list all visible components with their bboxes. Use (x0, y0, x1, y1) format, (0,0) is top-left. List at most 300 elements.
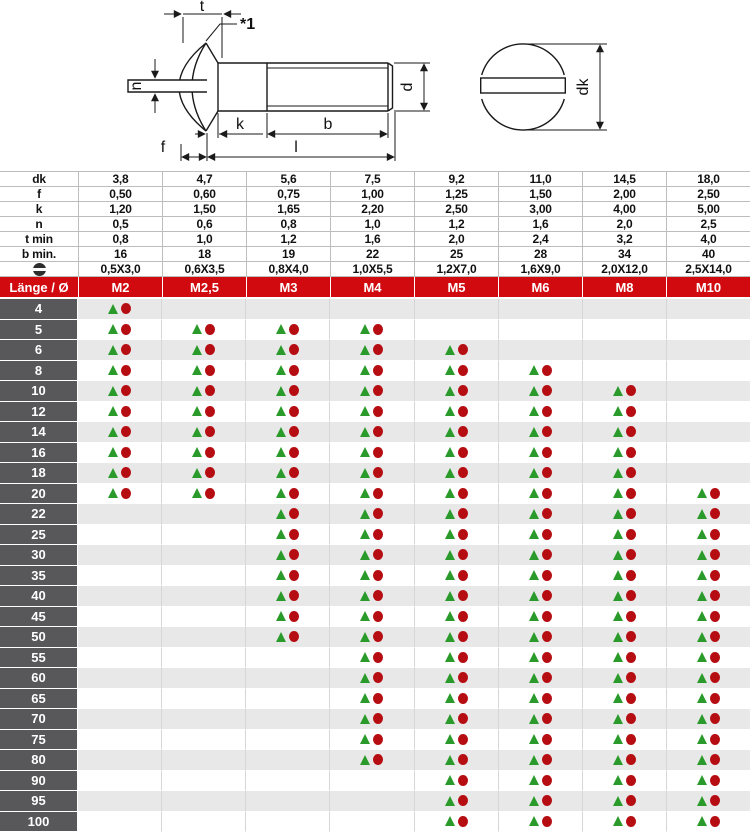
table-row (0, 607, 750, 628)
availability-cell (245, 525, 329, 546)
spec-row-label (0, 262, 78, 276)
availability-triangle-icon (360, 468, 370, 478)
availability-cell (666, 607, 750, 628)
availability-triangle-icon (445, 693, 455, 703)
spec-value: 0,8X4,0 (246, 262, 330, 276)
spec-value: 1,20 (78, 202, 162, 216)
spec-row-label: k (35, 202, 43, 216)
availability-triangle-icon (697, 509, 707, 519)
spec-value: 2,50 (666, 187, 750, 201)
availability-circle-icon (458, 426, 468, 437)
table-row (0, 525, 750, 546)
availability-cell (582, 484, 666, 505)
spec-value: 4,0 (666, 232, 750, 246)
availability-triangle-icon (613, 406, 623, 416)
availability-cell (329, 381, 413, 402)
availability-cell (161, 525, 245, 546)
spec-value: 0,6 (162, 217, 246, 231)
availability-cell (414, 648, 498, 669)
availability-cell (666, 709, 750, 730)
length-cell: 55 (0, 648, 78, 669)
availability-cell (78, 607, 161, 628)
availability-circle-icon (626, 549, 636, 560)
availability-cell (161, 586, 245, 607)
availability-cell (582, 627, 666, 648)
availability-triangle-icon (192, 386, 202, 396)
availability-circle-icon (626, 570, 636, 581)
length-cell: 100 (0, 812, 78, 832)
availability-cell (582, 750, 666, 771)
availability-circle-icon (121, 344, 131, 355)
availability-cell (666, 689, 750, 710)
table-row (0, 402, 750, 423)
availability-circle-icon (626, 590, 636, 601)
dim-label-k: k (236, 116, 244, 133)
availability-cell (78, 648, 161, 669)
spec-value: 28 (498, 247, 582, 261)
dim-label-dk: dk (575, 78, 592, 96)
availability-cell (245, 320, 329, 341)
availability-circle-icon (373, 508, 383, 519)
table-row (0, 422, 750, 443)
availability-triangle-icon (445, 529, 455, 539)
availability-cell (498, 340, 582, 361)
availability-triangle-icon (445, 775, 455, 785)
availability-cell (78, 422, 161, 443)
length-cell: 4 (0, 299, 78, 320)
spec-value: 0,8 (246, 217, 330, 231)
availability-cell (498, 791, 582, 812)
availability-cell (666, 750, 750, 771)
availability-circle-icon (205, 324, 215, 335)
availability-cell (498, 627, 582, 648)
availability-circle-icon (458, 816, 468, 827)
availability-triangle-icon (360, 673, 370, 683)
availability-triangle-icon (360, 693, 370, 703)
availability-cell (582, 668, 666, 689)
spec-value: 1,6X9,0 (498, 262, 582, 276)
availability-cell (78, 443, 161, 464)
availability-triangle-icon (108, 365, 118, 375)
availability-cell (78, 709, 161, 730)
availability-triangle-icon (613, 427, 623, 437)
corner-header-cell: Länge / Ø (0, 277, 78, 299)
availability-circle-icon (626, 406, 636, 417)
availability-circle-icon (373, 447, 383, 458)
availability-cell (414, 299, 498, 320)
availability-triangle-icon (529, 550, 539, 560)
table-row (0, 320, 750, 341)
availability-cell (582, 340, 666, 361)
availability-circle-icon (458, 406, 468, 417)
availability-circle-icon (458, 795, 468, 806)
availability-circle-icon (373, 652, 383, 663)
availability-triangle-icon (276, 345, 286, 355)
availability-triangle-icon (613, 509, 623, 519)
availability-triangle-icon (445, 468, 455, 478)
table-row (0, 648, 750, 669)
length-cell: 50 (0, 627, 78, 648)
availability-cell (582, 812, 666, 832)
spec-value: 2,20 (330, 202, 414, 216)
availability-circle-icon (289, 426, 299, 437)
availability-triangle-icon (529, 632, 539, 642)
availability-cell (245, 771, 329, 792)
availability-triangle-icon (445, 488, 455, 498)
availability-circle-icon (710, 611, 720, 622)
availability-triangle-icon (445, 570, 455, 580)
spec-value: 1,25 (414, 187, 498, 201)
availability-circle-icon (289, 508, 299, 519)
availability-circle-icon (542, 385, 552, 396)
availability-circle-icon (373, 324, 383, 335)
availability-triangle-icon (529, 816, 539, 826)
availability-cell (666, 812, 750, 832)
availability-circle-icon (542, 447, 552, 458)
availability-circle-icon (121, 426, 131, 437)
availability-circle-icon (373, 713, 383, 724)
availability-cell (78, 320, 161, 341)
availability-triangle-icon (276, 529, 286, 539)
availability-triangle-icon (529, 509, 539, 519)
availability-cell (329, 812, 413, 832)
availability-cell (161, 668, 245, 689)
availability-circle-icon (710, 672, 720, 683)
availability-triangle-icon (697, 714, 707, 724)
length-cell: 18 (0, 463, 78, 484)
availability-cell (78, 381, 161, 402)
availability-triangle-icon (360, 324, 370, 334)
availability-cell (78, 730, 161, 751)
availability-cell (329, 586, 413, 607)
availability-cell (78, 750, 161, 771)
availability-cell (329, 668, 413, 689)
availability-circle-icon (205, 365, 215, 376)
availability-triangle-icon (445, 796, 455, 806)
availability-cell (666, 484, 750, 505)
availability-cell (161, 812, 245, 832)
availability-circle-icon (289, 570, 299, 581)
availability-circle-icon (458, 590, 468, 601)
spec-value: 1,6 (498, 217, 582, 231)
availability-triangle-icon (529, 529, 539, 539)
availability-circle-icon (289, 611, 299, 622)
length-cell: 30 (0, 545, 78, 566)
availability-circle-icon (373, 549, 383, 560)
availability-circle-icon (542, 590, 552, 601)
availability-cell (329, 361, 413, 382)
table-row (0, 463, 750, 484)
availability-circle-icon (373, 693, 383, 704)
availability-circle-icon (626, 754, 636, 765)
spec-value: 2,0 (414, 232, 498, 246)
availability-circle-icon (710, 652, 720, 663)
availability-cell (245, 627, 329, 648)
table-row (0, 586, 750, 607)
availability-cell (329, 484, 413, 505)
spec-row (0, 202, 750, 217)
head-front-view (481, 44, 566, 130)
availability-triangle-icon (192, 365, 202, 375)
availability-triangle-icon (613, 734, 623, 744)
table-row (0, 484, 750, 505)
availability-cell (666, 422, 750, 443)
table-row (0, 381, 750, 402)
dim-label-l: l (294, 139, 298, 156)
availability-cell (666, 361, 750, 382)
availability-cell (245, 504, 329, 525)
availability-triangle-icon (529, 734, 539, 744)
spec-value: 1,2 (246, 232, 330, 246)
spec-row-label: t min (25, 232, 53, 246)
availability-cell (245, 566, 329, 587)
availability-cell (582, 299, 666, 320)
availability-cell (161, 320, 245, 341)
availability-cell (161, 340, 245, 361)
length-cell: 70 (0, 709, 78, 730)
availability-circle-icon (626, 795, 636, 806)
availability-cell (666, 648, 750, 669)
availability-cell (245, 484, 329, 505)
availability-cell (498, 709, 582, 730)
availability-cell (582, 402, 666, 423)
availability-circle-icon (458, 529, 468, 540)
availability-cell (414, 730, 498, 751)
availability-triangle-icon (360, 755, 370, 765)
availability-triangle-icon (276, 611, 286, 621)
availability-cell (666, 586, 750, 607)
availability-triangle-icon (445, 345, 455, 355)
availability-triangle-icon (529, 673, 539, 683)
spec-row (0, 247, 750, 262)
availability-circle-icon (626, 631, 636, 642)
availability-cell (666, 381, 750, 402)
availability-circle-icon (710, 713, 720, 724)
availability-triangle-icon (697, 816, 707, 826)
table-row (0, 750, 750, 771)
spec-value: 2,5 (666, 217, 750, 231)
availability-cell (666, 668, 750, 689)
availability-triangle-icon (613, 488, 623, 498)
size-table (0, 277, 750, 832)
availability-circle-icon (458, 611, 468, 622)
availability-cell (78, 361, 161, 382)
availability-cell (498, 361, 582, 382)
column-header-m2_5: M2,5 (162, 277, 246, 299)
spec-value: 4,7 (162, 172, 246, 186)
technical-drawing (0, 0, 750, 171)
length-cell: 35 (0, 566, 78, 587)
availability-cell (329, 299, 413, 320)
availability-cell (78, 812, 161, 832)
availability-triangle-icon (445, 406, 455, 416)
availability-cell (582, 709, 666, 730)
availability-triangle-icon (613, 755, 623, 765)
availability-circle-icon (205, 344, 215, 355)
availability-triangle-icon (613, 775, 623, 785)
spec-row-label: dk (32, 172, 46, 186)
availability-triangle-icon (360, 406, 370, 416)
availability-triangle-icon (613, 591, 623, 601)
availability-cell (329, 340, 413, 361)
availability-triangle-icon (445, 509, 455, 519)
availability-circle-icon (458, 447, 468, 458)
availability-triangle-icon (697, 673, 707, 683)
availability-triangle-icon (445, 652, 455, 662)
availability-triangle-icon (360, 550, 370, 560)
availability-cell (161, 750, 245, 771)
availability-triangle-icon (360, 447, 370, 457)
availability-circle-icon (626, 467, 636, 478)
availability-circle-icon (542, 672, 552, 683)
length-cell: 10 (0, 381, 78, 402)
availability-cell (245, 586, 329, 607)
availability-cell (78, 545, 161, 566)
availability-triangle-icon (192, 427, 202, 437)
dim-label-n: n (128, 81, 145, 91)
availability-triangle-icon (276, 406, 286, 416)
availability-circle-icon (710, 549, 720, 560)
availability-cell (582, 525, 666, 546)
availability-circle-icon (373, 406, 383, 417)
availability-triangle-icon (613, 714, 623, 724)
availability-cell (666, 791, 750, 812)
availability-circle-icon (373, 426, 383, 437)
availability-triangle-icon (529, 406, 539, 416)
availability-cell (498, 525, 582, 546)
availability-triangle-icon (192, 488, 202, 498)
spec-value: 2,5X14,0 (666, 262, 750, 276)
availability-triangle-icon (108, 468, 118, 478)
availability-cell (78, 689, 161, 710)
availability-triangle-icon (360, 529, 370, 539)
availability-circle-icon (289, 590, 299, 601)
availability-cell (498, 689, 582, 710)
availability-triangle-icon (613, 632, 623, 642)
availability-cell (666, 627, 750, 648)
availability-cell (498, 463, 582, 484)
availability-cell (161, 299, 245, 320)
availability-circle-icon (542, 570, 552, 581)
availability-triangle-icon (613, 652, 623, 662)
table-row (0, 545, 750, 566)
availability-triangle-icon (697, 550, 707, 560)
availability-circle-icon (626, 488, 636, 499)
availability-triangle-icon (445, 632, 455, 642)
availability-cell (329, 750, 413, 771)
availability-circle-icon (458, 467, 468, 478)
length-cell: 65 (0, 689, 78, 710)
availability-triangle-icon (192, 447, 202, 457)
availability-triangle-icon (529, 468, 539, 478)
length-cell: 22 (0, 504, 78, 525)
availability-circle-icon (542, 406, 552, 417)
availability-cell (78, 340, 161, 361)
table-row (0, 361, 750, 382)
availability-triangle-icon (360, 345, 370, 355)
availability-cell (666, 566, 750, 587)
column-header-m4: M4 (330, 277, 414, 299)
availability-cell (666, 402, 750, 423)
availability-cell (498, 545, 582, 566)
availability-circle-icon (458, 734, 468, 745)
availability-cell (582, 689, 666, 710)
availability-circle-icon (289, 385, 299, 396)
availability-circle-icon (458, 754, 468, 765)
availability-circle-icon (373, 590, 383, 601)
screw-side-view (179, 43, 393, 131)
availability-circle-icon (373, 529, 383, 540)
availability-cell (498, 299, 582, 320)
availability-cell (329, 791, 413, 812)
spec-value: 3,8 (78, 172, 162, 186)
availability-circle-icon (458, 713, 468, 724)
availability-cell (498, 504, 582, 525)
availability-triangle-icon (529, 591, 539, 601)
availability-circle-icon (542, 816, 552, 827)
availability-circle-icon (710, 816, 720, 827)
length-cell: 20 (0, 484, 78, 505)
availability-cell (78, 484, 161, 505)
availability-circle-icon (373, 754, 383, 765)
availability-triangle-icon (276, 447, 286, 457)
availability-circle-icon (710, 570, 720, 581)
availability-triangle-icon (697, 570, 707, 580)
availability-triangle-icon (276, 365, 286, 375)
availability-cell (245, 340, 329, 361)
spec-value: 16 (78, 247, 162, 261)
spec-value: 3,2 (582, 232, 666, 246)
availability-triangle-icon (276, 324, 286, 334)
availability-cell (245, 381, 329, 402)
availability-triangle-icon (108, 406, 118, 416)
availability-circle-icon (289, 447, 299, 458)
availability-cell (498, 402, 582, 423)
availability-circle-icon (373, 385, 383, 396)
availability-triangle-icon (276, 427, 286, 437)
table-row (0, 504, 750, 525)
table-row (0, 709, 750, 730)
availability-circle-icon (205, 406, 215, 417)
availability-cell (329, 709, 413, 730)
availability-triangle-icon (613, 529, 623, 539)
availability-cell (498, 586, 582, 607)
spec-row (0, 232, 750, 247)
availability-circle-icon (710, 734, 720, 745)
availability-circle-icon (542, 549, 552, 560)
availability-cell (161, 791, 245, 812)
table-row (0, 730, 750, 751)
availability-cell (498, 607, 582, 628)
availability-circle-icon (626, 447, 636, 458)
availability-triangle-icon (276, 468, 286, 478)
length-cell: 80 (0, 750, 78, 771)
availability-cell (245, 791, 329, 812)
availability-triangle-icon (529, 386, 539, 396)
column-header-m8: M8 (582, 277, 666, 299)
spec-row-label: n (35, 217, 43, 231)
spec-value: 25 (414, 247, 498, 261)
availability-triangle-icon (445, 386, 455, 396)
availability-circle-icon (121, 303, 131, 314)
availability-cell (498, 443, 582, 464)
availability-circle-icon (121, 324, 131, 335)
availability-circle-icon (542, 365, 552, 376)
availability-triangle-icon (192, 345, 202, 355)
spec-row (0, 172, 750, 187)
table-row (0, 443, 750, 464)
availability-cell (582, 771, 666, 792)
